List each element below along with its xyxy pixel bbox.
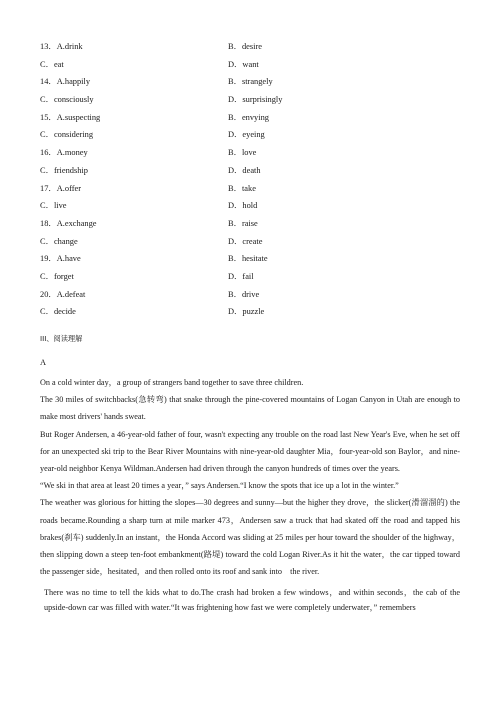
option-row [40,144,460,162]
option-right: B．raise [228,218,258,228]
option-row [40,91,460,109]
option-left: 15．A.suspecting [40,112,101,122]
option-row [40,109,460,127]
option-right: B．love [228,148,257,158]
option-right: B．desire [228,42,262,51]
option-right: B．hesitate [228,254,268,264]
option-left: 19．A.have [40,254,81,264]
reading-passage [40,374,460,615]
option-right: D．want [228,59,259,69]
option-right: B．envying [228,112,269,122]
option-row [40,286,460,304]
option-left: 20．A.defeat [40,289,86,299]
option-row [40,162,460,180]
option-left: 13．A.drink [40,42,83,51]
option-row [40,250,460,268]
option-right: B．strangely [228,77,273,87]
option-left: 18．A.exchange [40,218,97,228]
paragraph: On a cold winter day，a group of strangers band together to save three children. [40,378,304,387]
option-row [40,268,460,286]
option-row [40,215,460,233]
paragraph: The 30 miles of switchbacks(急转弯) that snake through the pine-covered mountains of Logan Canyon in Utah are enough to make most drivers' hands sweat. [40,395,460,422]
option-right: D．hold [228,201,258,211]
section-heading: III、阅读理解 [40,334,83,343]
option-left: C．live [40,201,67,211]
passage-label: A [40,358,47,367]
option-right: D．puzzle [228,307,265,317]
option-left: C．considering [40,130,94,140]
option-row [40,197,460,215]
option-left: C．decide [40,307,76,317]
option-row [40,73,460,91]
option-left: C．eat [40,59,64,69]
option-left: 16．A.money [40,148,88,158]
option-left: C．change [40,236,78,246]
paragraph: But Roger Andersen, a 46-year-old father of four, wasn't expecting any trouble on the road last New Year's Eve, when he set off for an unexpected ski trip to the Bear River Mountains with nine-year-old daughter Mia，four-year-old son Baylor，and nine-year-old neighbor Kenya Wildman.Andersen had driven through the canyon hundreds of times over the years. [40,429,460,474]
option-left: C．forget [40,271,74,281]
option-left: C．friendship [40,165,88,175]
option-row [40,233,460,251]
option-right: D．create [228,236,263,246]
option-right: B．drive [228,289,260,299]
option-row [40,126,460,144]
option-right: D．fail [228,271,254,281]
option-row [40,38,460,56]
option-right: D．death [228,165,261,175]
option-left: C．consciously [40,95,94,105]
answer-options [40,38,460,321]
paragraph: “We ski in that area at least 20 times a year，” says Andersen.“I know the spots that ice up a lot in the winter.” [40,481,399,491]
option-right: B．take [228,183,256,193]
option-left: 17．A.offer [40,183,82,193]
option-row [40,56,460,74]
option-left: 14．A.happily [40,77,91,87]
option-right: D．eyeing [228,130,265,140]
option-row [40,303,460,321]
paragraph: The weather was glorious for hitting the slopes—30 degrees and sunny—but the higher they drove，the slicker(滑溜溜的) the roads became.Rounding a sharp turn at mile marker 473，Andersen saw a truck that had skated off the road and tapped his brakes(刹车) suddenly.In an instant，the Honda Accord was sliding at 25 miles per hour toward the shoulder of the highway，then slipping down a steep ten-foot embankment(路堤) toward the cold Logan River.As it hit the water，the car tipped toward the passenger side，hesitated，and then rolled onto its roof and sank into the river. [40,498,460,577]
option-right: D．surprisingly [228,95,283,105]
paragraph: There was no time to tell the kids what to do.The crash had broken a few windows，and within seconds，the cab of the upside-down car was filled with water.“It was frightening how fast we were completely underwater，” remembers [44,588,460,612]
option-row [40,180,460,198]
